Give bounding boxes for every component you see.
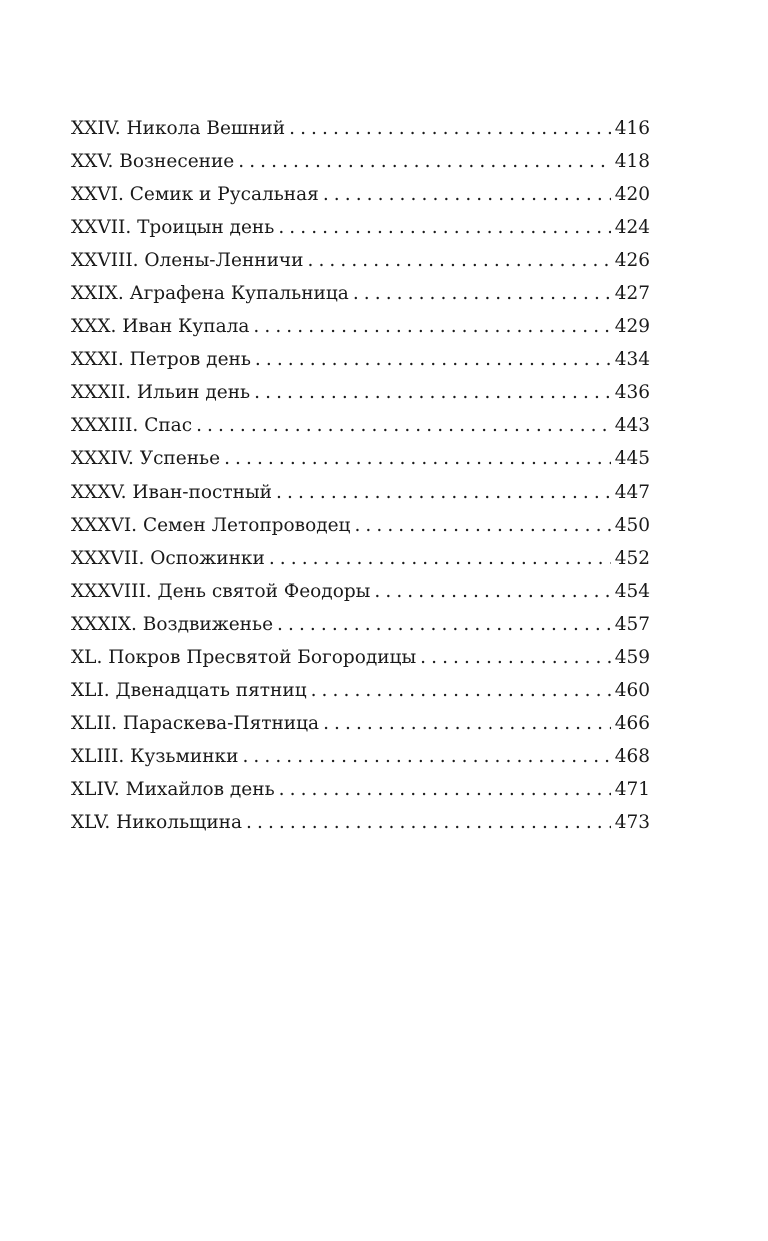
dot-leader <box>276 476 611 509</box>
toc-entry-page: 459 <box>614 646 650 668</box>
toc-entry-title: XLI. Двенадцать пятниц <box>71 679 307 701</box>
toc-entry <box>71 211 650 244</box>
dot-leader <box>278 211 610 244</box>
toc-entry <box>71 806 650 839</box>
toc-entry-page: 426 <box>614 250 650 272</box>
toc-entry-page: 447 <box>614 481 650 503</box>
dot-leader <box>420 641 611 674</box>
dot-leader <box>254 376 611 409</box>
toc-entry-title: XXXIII. Спас <box>71 415 193 437</box>
toc-entry-title: XLIII. Кузьминки <box>71 745 239 767</box>
toc-entry-page: 443 <box>614 415 650 437</box>
toc-entry <box>71 674 650 707</box>
toc-entry <box>71 542 650 575</box>
dot-leader <box>311 674 611 707</box>
toc-entry-page: 468 <box>614 745 650 767</box>
toc-entry <box>71 608 650 641</box>
toc-entry-title: XXXVIII. День святой Феодоры <box>71 580 371 602</box>
dot-leader <box>269 542 611 575</box>
toc-entry-page: 436 <box>614 382 650 404</box>
toc-entry <box>71 310 650 343</box>
toc-entry-title: XL. Покров Пресвятой Богородицы <box>71 646 417 668</box>
toc-entry-title: XLV. Никольщина <box>71 811 243 833</box>
toc-entry <box>71 343 650 376</box>
table-of-contents <box>71 112 650 839</box>
toc-entry-title: XXX. Иван Купала <box>71 316 250 338</box>
toc-entry <box>71 244 650 277</box>
dot-leader <box>323 178 611 211</box>
toc-entry-page: 454 <box>614 580 650 602</box>
toc-entry <box>71 145 650 178</box>
toc-entry <box>71 509 650 542</box>
toc-entry <box>71 277 650 310</box>
dot-leader <box>308 244 611 277</box>
toc-entry-page: 434 <box>614 349 650 371</box>
toc-entry-title: XXXIX. Воздвиженье <box>71 613 274 635</box>
toc-entry-title: XXXVII. Оспожинки <box>71 547 265 569</box>
toc-entry-page: 457 <box>614 613 650 635</box>
toc-entry-page: 445 <box>614 448 650 470</box>
toc-entry-title: XXXIV. Успенье <box>71 448 221 470</box>
toc-entry <box>71 442 650 475</box>
toc-entry-title: XXVII. Троицын день <box>71 217 275 239</box>
toc-entry-page: 418 <box>614 151 650 173</box>
toc-entry-page: 424 <box>614 217 650 239</box>
toc-entry <box>71 575 650 608</box>
toc-entry <box>71 641 650 674</box>
toc-entry-page: 473 <box>614 811 650 833</box>
toc-entry <box>71 376 650 409</box>
toc-entry-page: 466 <box>614 712 650 734</box>
toc-entry-page: 416 <box>614 118 650 139</box>
dot-leader <box>224 442 611 475</box>
dot-leader <box>277 608 611 641</box>
toc-entry <box>71 773 650 806</box>
toc-entry-page: 460 <box>614 679 650 701</box>
toc-entry-page: 420 <box>614 184 650 206</box>
toc-entry <box>71 178 650 211</box>
dot-leader <box>242 740 610 773</box>
toc-entry-title: XLII. Параскева-Пятница <box>71 712 320 734</box>
toc-entry <box>71 112 650 145</box>
dot-leader <box>196 409 611 442</box>
toc-entry-title: XXXII. Ильин день <box>71 382 251 404</box>
dot-leader <box>374 575 610 608</box>
dot-leader <box>289 112 611 145</box>
toc-entry-title: XXIX. Аграфена Купальница <box>71 283 349 305</box>
toc-entry-page: 471 <box>614 778 650 800</box>
toc-entry <box>71 476 650 509</box>
toc-entry-page: 429 <box>614 316 650 338</box>
toc-entry-title: XXV. Вознесение <box>71 151 235 173</box>
toc-entry-title: XXXI. Петров день <box>71 349 251 371</box>
dot-leader <box>279 773 611 806</box>
toc-entry-page: 450 <box>614 514 650 536</box>
dot-leader <box>246 806 611 839</box>
toc-entry-title: XXXV. Иван-постный <box>71 481 273 503</box>
toc-entry <box>71 409 650 442</box>
toc-entry <box>71 707 650 740</box>
toc-entry-title: XXXVI. Семен Летопроводец <box>71 514 351 536</box>
dot-leader <box>253 310 610 343</box>
dot-leader <box>353 277 611 310</box>
toc-entry-page: 427 <box>614 283 650 305</box>
toc-entry-title: XXIV. Никола Вешний <box>71 118 286 139</box>
dot-leader <box>238 145 610 178</box>
dot-leader <box>354 509 610 542</box>
dot-leader <box>255 343 611 376</box>
toc-entry <box>71 740 650 773</box>
toc-entry-title: XXVIII. Олены-Ленничи <box>71 250 304 272</box>
toc-entry-title: XXVI. Семик и Русальная <box>71 184 319 206</box>
toc-entry-title: XLIV. Михайлов день <box>71 778 275 800</box>
toc-entry-page: 452 <box>614 547 650 569</box>
dot-leader <box>323 707 611 740</box>
